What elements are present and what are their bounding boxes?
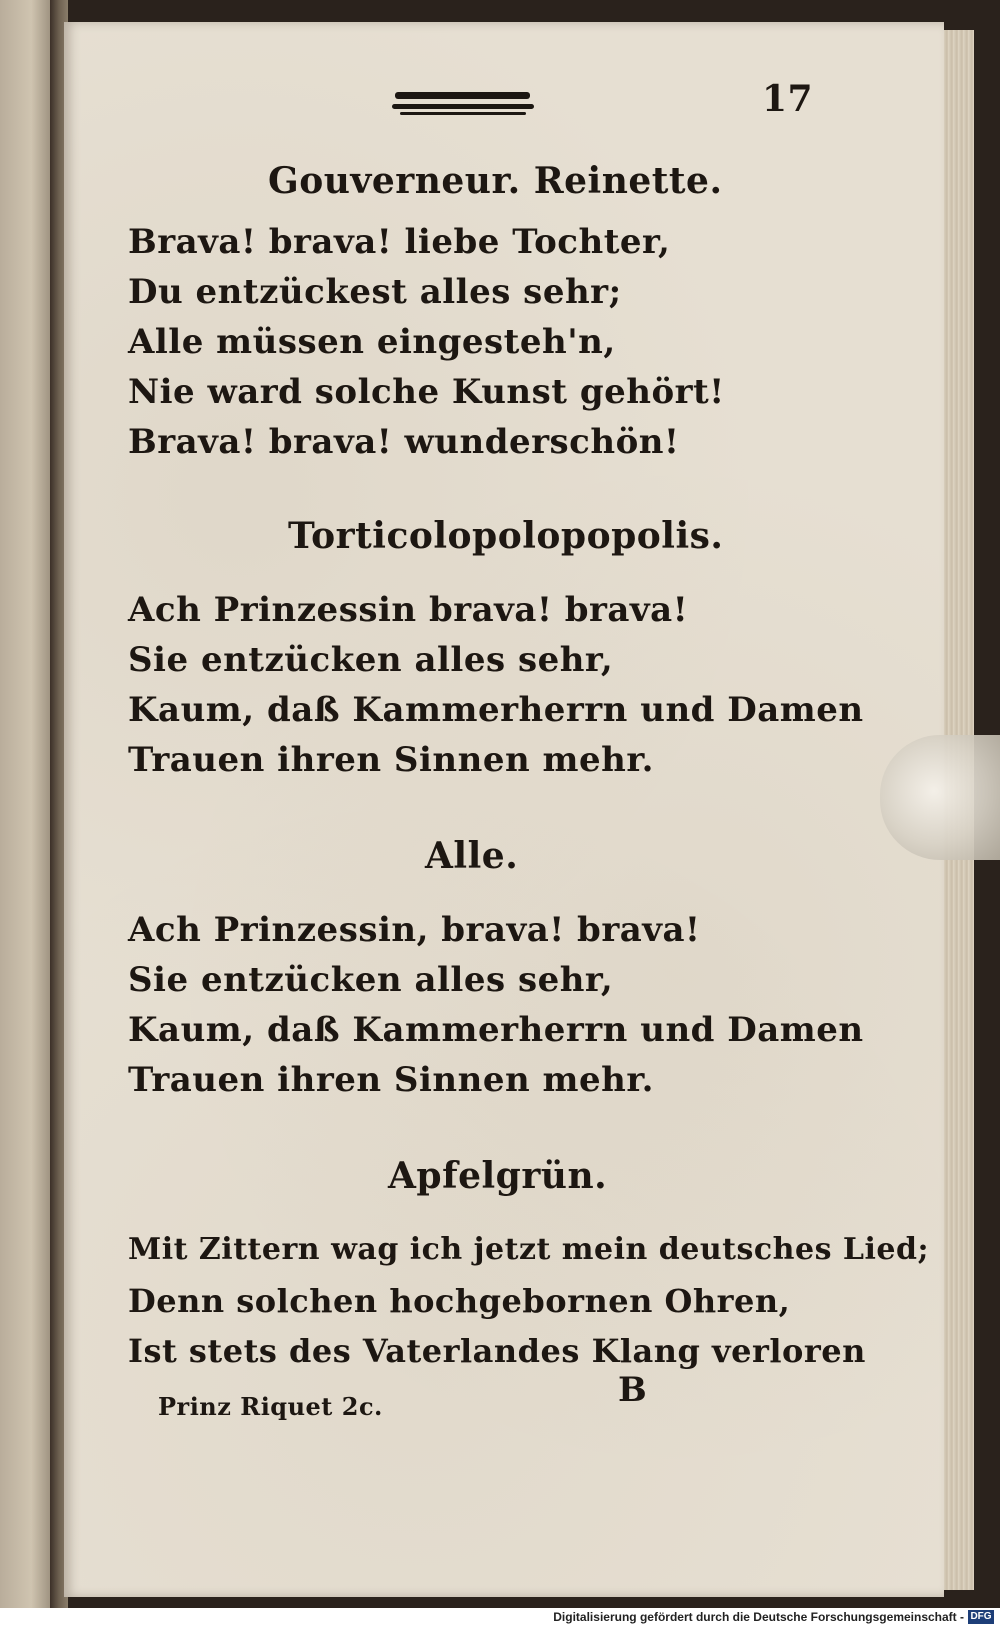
verse-line: Denn solchen hochgebornen Ohren, (128, 1282, 791, 1320)
verse-line: Kaum, daß Kammerherrn und Damen (128, 1010, 864, 1050)
verse-line: Brava! brava! wunderschön! (128, 422, 680, 462)
verse-line: Trauen ihren Sinnen mehr. (128, 1060, 654, 1100)
verse-line: Ach Prinzessin brava! brava! (128, 590, 689, 630)
page-number: 17 (762, 78, 814, 120)
verse-line: Sie entzücken alles sehr, (128, 960, 614, 1000)
funding-credit: Digitalisierung gefördert durch die Deutsche Forschungsgemeinschaft - (553, 1610, 964, 1624)
page-holder-clip (880, 735, 1000, 860)
ornamental-rule (400, 112, 526, 115)
dfg-logo: DFG (968, 1610, 994, 1624)
verse-line: Trauen ihren Sinnen mehr. (128, 740, 654, 780)
signature-mark: B (618, 1370, 648, 1410)
verse-line: Du entzückest alles sehr; (128, 272, 622, 312)
verse-line: Nie ward solche Kunst gehört! (128, 372, 725, 412)
catchword: Prinz Riquet 2c. (158, 1392, 383, 1421)
previous-page-edge (0, 0, 52, 1627)
verse-line: Ach Prinzessin, brava! brava! (128, 910, 701, 950)
verse-line: Sie entzücken alles sehr, (128, 640, 614, 680)
verse-line: Brava! brava! liebe Tochter, (128, 222, 671, 262)
verse-line: Mit Zittern wag ich jetzt mein deutsches Lied; (128, 1232, 930, 1267)
ornamental-rule (392, 104, 534, 109)
verse-line: Ist stets des Vaterlandes Klang verloren (128, 1332, 866, 1370)
ornamental-rule (395, 92, 530, 99)
speaker-heading: Alle. (425, 835, 519, 877)
speaker-heading: Torticolopolopopolis. (288, 515, 724, 557)
verse-line: Alle müssen eingesteh'n, (128, 322, 616, 362)
verse-line: Kaum, daß Kammerherrn und Damen (128, 690, 864, 730)
speaker-heading: Gouverneur. Reinette. (268, 160, 723, 202)
speaker-heading: Apfelgrün. (388, 1155, 608, 1197)
